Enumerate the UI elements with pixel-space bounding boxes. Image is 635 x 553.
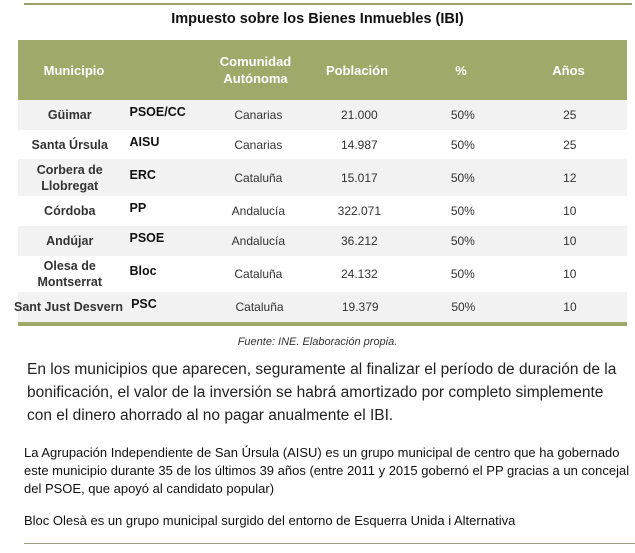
cell-partido: AISU [129, 134, 160, 149]
top-rule [24, 3, 632, 5]
cell-municipio: Corbera de Llobregat [36, 162, 103, 193]
table-row [18, 159, 627, 196]
cell-porcentaje: 50% [450, 267, 475, 281]
cell-municipio: Andújar [46, 234, 94, 248]
cell-partido: PSOE/CC [129, 105, 186, 119]
cell-partido: PSOE [129, 231, 165, 245]
cell-comunidad: Canarias [234, 108, 283, 122]
header-comunidad: Comunidad Autónoma [219, 54, 292, 86]
cell-anos: 12 [563, 170, 577, 185]
header-municipio: Municipio [43, 62, 105, 78]
table-row [18, 256, 627, 292]
table-row [14, 292, 627, 322]
cell-municipio: Córdoba [44, 204, 96, 218]
cell-comunidad: Cataluña [234, 267, 283, 281]
body-paragraph: En los municipios que aparecen, seguramente al finalizar el período de duración de la bonificación, el valor de la inversión se habrá amortizado por completo simplemente con el dinero ahorrado al no pagar anualmente el IBI. [27, 361, 617, 424]
header-anos: Años [552, 62, 585, 78]
cell-porcentaje: 50% [450, 137, 475, 152]
cell-anos: 10 [563, 267, 577, 281]
table-row [18, 226, 627, 256]
cell-partido: ERC [129, 167, 156, 182]
bottom-rule [24, 543, 635, 544]
cell-partido: PP [129, 201, 147, 215]
cell-comunidad: Cataluña [234, 170, 283, 185]
cell-comunidad: Andalucía [231, 234, 286, 248]
header-poblacion: Población [325, 62, 389, 78]
cell-municipio: Olesa de Montserrat [37, 259, 103, 289]
header-porcentaje: % [455, 62, 467, 78]
cell-porcentaje: 50% [450, 108, 475, 122]
note-bloc: Bloc Olesà es un grupo municipal surgido del entorno de Esquerra Unida i Alternativa [24, 513, 516, 528]
table-bottom-bar [18, 322, 627, 326]
cell-porcentaje: 50% [450, 234, 475, 248]
cell-comunidad: Andalucía [231, 204, 286, 218]
cell-municipio: Güimar [47, 108, 92, 122]
cell-poblacion: 15.017 [340, 170, 378, 185]
note-aisu: La Agrupación Independiente de San Úrsula (AISU) es un grupo municipal de centro que ha gobernado este municipio durante 35 de los últimos 39 años (entre 2011 y 2015 gobernó el PP gracias a un concejal del PSOE, que apoyó al candidato popular) [24, 445, 630, 496]
cell-poblacion: 21.000 [340, 108, 378, 122]
cell-porcentaje: 50% [450, 170, 475, 185]
cell-porcentaje: 50% [451, 300, 476, 314]
cell-anos: 10 [563, 234, 577, 248]
cell-anos: 10 [563, 204, 577, 218]
cell-municipio: Santa Úrsula [31, 137, 108, 152]
cell-poblacion: 36.212 [340, 234, 378, 248]
cell-municipio: Sant Just Desvern [14, 300, 124, 314]
table-title: Impuesto sobre los Bienes Inmuebles (IBI) [171, 11, 464, 27]
cell-anos: 10 [563, 300, 577, 314]
cell-poblacion: 24.132 [340, 267, 378, 281]
ibi-table [14, 40, 627, 326]
cell-comunidad: Canarias [234, 137, 283, 152]
cell-anos: 25 [563, 137, 577, 152]
cell-poblacion: 19.379 [341, 300, 379, 314]
cell-partido: PSC [131, 297, 157, 311]
table-row [18, 196, 627, 226]
cell-poblacion: 322.071 [337, 204, 382, 218]
cell-porcentaje: 50% [450, 204, 475, 218]
table-row [18, 130, 627, 159]
table-row [18, 100, 627, 130]
cell-poblacion: 14.987 [340, 137, 378, 152]
cell-partido: Bloc [129, 264, 157, 278]
cell-anos: 25 [563, 108, 577, 122]
table-header [18, 40, 627, 100]
cell-comunidad: Cataluña [235, 300, 284, 314]
source-caption: Fuente: INE. Elaboración propia. [237, 336, 398, 348]
